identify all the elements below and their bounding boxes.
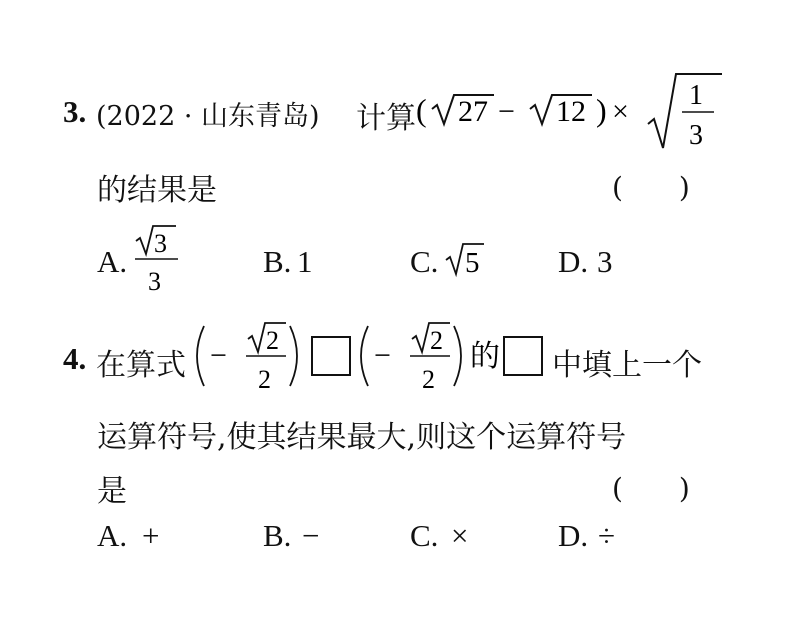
option-b-value: 1 — [297, 244, 313, 279]
operand-2-sign: − — [374, 339, 391, 372]
question-4-line-2: 运算符号,使其结果最大,则这个运算符号 — [97, 420, 627, 455]
question-3-answer-blank: ( ) — [612, 171, 690, 204]
option-c-sqrt — [444, 240, 488, 280]
option-a-denominator: 3 — [148, 267, 161, 296]
question-3-number: 3. — [63, 94, 87, 129]
option-c-value: × — [451, 518, 469, 553]
question-3-line-2: 的结果是 — [97, 173, 217, 208]
large-left-paren — [197, 326, 204, 386]
option-d-value: ÷ — [598, 518, 616, 553]
option-b-label: B. — [263, 518, 292, 553]
radicand-27: 27 — [458, 95, 488, 128]
question-4-expression — [186, 318, 550, 394]
question-3-source: (2022 · 山东青岛) — [96, 101, 320, 132]
question-4-number: 4. — [63, 341, 87, 376]
radicand-12: 12 — [556, 95, 586, 128]
operand-1-sign: − — [210, 339, 227, 372]
option-a-numerator: 3 — [154, 229, 167, 258]
operand-2-denominator: 2 — [422, 365, 435, 394]
question-4-line-3: 是 — [97, 474, 127, 509]
question-4-part-3: 中填上一个 — [552, 348, 702, 383]
option-a-label: A. — [97, 244, 128, 279]
option-b-value: − — [302, 518, 320, 553]
fraction-denominator: 3 — [689, 120, 703, 151]
blank-box — [504, 337, 542, 375]
question-4-part-2: 的 — [470, 339, 500, 374]
option-b-label: B. — [263, 244, 292, 279]
svg-text:): ) — [596, 92, 607, 128]
question-3-prefix: 计算 — [356, 101, 416, 136]
option-d-label: D. — [558, 518, 589, 553]
option-c-radicand: 5 — [465, 247, 480, 279]
question-4-answer-blank: ( ) — [612, 472, 690, 505]
times-operator: × — [612, 95, 629, 128]
large-right-paren — [454, 326, 461, 386]
large-left-paren — [361, 326, 368, 386]
question-3-expression — [416, 68, 728, 152]
blank-box — [312, 337, 350, 375]
option-c-label: C. — [410, 518, 439, 553]
fraction-numerator: 1 — [689, 80, 703, 111]
operand-1-denominator: 2 — [258, 365, 271, 394]
operand-1-radicand: 2 — [266, 326, 279, 355]
option-d-label: D. — [558, 244, 589, 279]
option-a-value: + — [142, 518, 160, 553]
option-a-label: A. — [97, 518, 128, 553]
option-c-label: C. — [410, 244, 439, 279]
option-a-fraction — [132, 222, 186, 296]
svg-text:(: ( — [416, 92, 427, 128]
radical-sign — [648, 74, 722, 148]
operand-2-radicand: 2 — [430, 326, 443, 355]
large-right-paren — [290, 326, 297, 386]
question-4-part-1: 在算式 — [96, 348, 186, 383]
option-d-value: 3 — [597, 244, 613, 279]
minus-operator: − — [498, 95, 515, 128]
